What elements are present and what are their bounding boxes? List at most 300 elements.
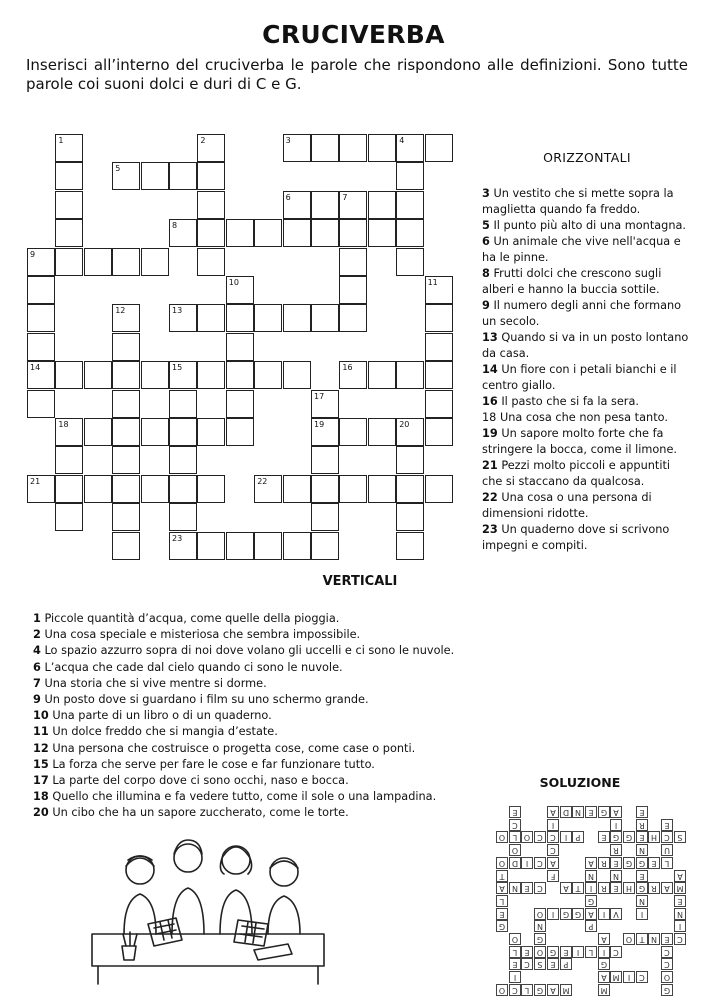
crossword-cell[interactable] [254,304,282,332]
clue-item [482,458,692,490]
clue-item [482,394,692,410]
cell-number: 2 [200,136,206,145]
crossword-cell[interactable] [339,361,367,389]
clue-number: 9 [33,693,41,707]
solution-cell: G [547,946,559,958]
pencil-box [254,944,292,960]
crossword-cell[interactable] [425,475,453,503]
crossword-cell[interactable] [283,304,311,332]
clue-number: 11 [33,725,49,739]
crossword-cell[interactable] [396,162,424,190]
clue-item [482,218,692,234]
solution-cell: N [648,933,660,945]
crossword-cell[interactable] [396,503,424,531]
clue-item [482,330,692,362]
solution-cell: A [585,857,597,869]
crossword-cell[interactable] [27,248,55,276]
crossword-cell[interactable] [169,475,197,503]
solution-cell: L [496,895,508,907]
solution-cell: C [509,819,521,831]
crossword-cell[interactable] [27,276,55,304]
crossword-cell[interactable] [311,304,339,332]
crossword-cell[interactable] [339,248,367,276]
crossword-cell[interactable] [368,418,396,446]
crossword-cell[interactable] [425,390,453,418]
solution-cell: R [610,844,622,856]
crossword-cell[interactable] [311,532,339,560]
crossword-cell[interactable] [112,503,140,531]
pencil-cup [122,932,137,960]
solution-cell: N [636,895,648,907]
crossword-cell[interactable] [339,134,367,162]
solution-cell: C [509,984,521,996]
clue-number: 9 [482,299,490,312]
crossword-cell[interactable] [311,446,339,474]
solution-cell: O [534,908,546,920]
solution-cell: E [674,895,686,907]
solution-cell: G [636,857,648,869]
solution-cell: C [521,958,533,970]
cell-number: 18 [58,420,69,429]
solution-cell: E [610,882,622,894]
crossword-cell[interactable] [425,304,453,332]
solution-cell: I [623,971,635,983]
cell-number: 21 [30,476,41,486]
crossword-cell[interactable] [311,475,339,503]
crossword-cell[interactable] [396,134,424,162]
solution-cell: O [521,831,533,843]
solution-cell: A [585,908,597,920]
solution-cell: C [534,882,546,894]
solution-cell: I [547,819,559,831]
crossword-cell[interactable] [55,191,83,219]
clue-number: 21 [482,459,498,472]
crossword-cell[interactable] [55,162,83,190]
solution-cell: E [521,946,533,958]
solution-cell: G [623,857,635,869]
crossword-cell[interactable] [197,475,225,503]
crossword-cell[interactable] [368,134,396,162]
crossword-cell[interactable] [27,333,55,361]
crossword-cell[interactable] [169,162,197,190]
crossword-cell[interactable] [169,304,197,332]
solution-cell: C [661,946,673,958]
cell-number: 6 [285,192,291,202]
clue-text: Il punto più alto di una montagna. [489,219,687,232]
solution-cell: I [598,946,610,958]
solution-cell: C [661,958,673,970]
solution-cell: R [598,882,610,894]
crossword-cell[interactable] [197,162,225,190]
crossword-cell[interactable] [339,276,367,304]
solution-cell: I [610,819,622,831]
clue-number: 20 [33,806,49,820]
clue-text: Quando si va in un posto lontano da casa. [482,331,689,360]
clue-text: L’acqua che cade dal cielo quando ci sono le nuvole. [40,660,343,674]
clue-item [482,234,692,266]
solution-cell: C [547,844,559,856]
crossword-cell[interactable] [396,418,424,446]
crossword-cell[interactable] [283,219,311,247]
solution-cell: A [598,933,610,945]
crossword-cell[interactable] [141,475,169,503]
solution-cell: V [610,908,622,920]
clue-number: 18 [482,411,497,424]
solution-cell: O [509,933,521,945]
crossword-cell[interactable] [339,304,367,332]
solution-cell: M [598,984,610,996]
crossword-cell[interactable] [112,333,140,361]
child-head [222,846,250,874]
solution-cell: E [636,870,648,882]
crossword-cell[interactable] [197,248,225,276]
clue-text: Un vestito che si mette sopra la maglietta quando fa freddo. [482,187,674,216]
clue-number: 3 [482,187,490,200]
crossword-cell[interactable] [55,248,83,276]
crossword-cell[interactable] [396,191,424,219]
across-clues [482,186,692,554]
crossword-cell[interactable] [112,446,140,474]
crossword-cell[interactable] [169,390,197,418]
cell-number: 7 [342,192,348,202]
crossword-cell[interactable] [112,418,140,446]
clue-item [482,426,692,458]
solution-cell: H [648,831,660,843]
clue-text: Una persona che costruisce o progetta cose, come case o ponti. [48,741,416,755]
solution-cell: N [509,882,521,894]
page-title: CRUCIVERBA [262,20,445,49]
solution-cell: E [496,908,508,920]
solution-cell: A [661,882,673,894]
clue-text: Un fiore con i petali bianchi e il centro giallo. [482,363,677,392]
crossword-cell[interactable] [169,418,197,446]
crossword-cell[interactable] [84,248,112,276]
clue-item [33,741,473,757]
crossword-cell[interactable] [311,134,339,162]
crossword-cell[interactable] [55,134,83,162]
solution-cell: C [674,933,686,945]
solution-cell: O [623,933,635,945]
clue-number: 2 [33,628,41,642]
crossword-cell[interactable] [254,532,282,560]
crossword-cell[interactable] [396,248,424,276]
clue-text: Una cosa che non pesa tanto. [496,411,668,424]
solution-cell: D [560,806,572,818]
clue-number: 19 [482,427,498,440]
crossword-cell[interactable] [27,475,55,503]
solution-cell: C [636,971,648,983]
crossword-cell[interactable] [425,361,453,389]
crossword-cell[interactable] [425,333,453,361]
crossword-cell[interactable] [84,361,112,389]
solution-cell: G [598,806,610,818]
crossword-cell[interactable] [141,361,169,389]
clue-text: Frutti dolci che crescono sugli alberi e hanno la buccia sottile. [482,267,662,296]
clue-number: 5 [482,219,490,232]
clue-number: 8 [482,267,490,280]
solution-cell: C [661,831,673,843]
solution-cell: E [560,946,572,958]
crossword-cell[interactable] [141,248,169,276]
solution-cell: T [636,933,648,945]
cell-number: 10 [228,278,239,287]
clue-item [33,805,473,821]
crossword-cell[interactable] [311,219,339,247]
crossword-cell[interactable] [169,503,197,531]
clue-item [33,692,473,708]
crossword-cell[interactable] [84,418,112,446]
clue-text: Un cibo che ha un sapore zuccherato, come le torte. [48,806,349,820]
crossword-cell[interactable] [226,390,254,418]
solution-cell: R [636,819,648,831]
crossword-cell[interactable] [27,361,55,389]
clue-item [33,773,473,789]
down-clues [33,611,473,822]
cell-number: 12 [115,306,126,316]
clue-number: 1 [33,612,41,625]
clue-text: Un animale che vive nell'acqua e ha le pinne. [482,235,681,264]
crossword-cell[interactable] [339,219,367,247]
cell-number: 19 [314,420,325,429]
solution-cell: R [598,857,610,869]
crossword-cell[interactable] [311,503,339,531]
crossword-cell[interactable] [197,361,225,389]
clue-text: Una cosa o una persona di dimensioni ridotte. [482,491,652,520]
crossword-cell[interactable] [112,162,140,190]
solution-cell: G [496,920,508,932]
crossword-cell[interactable] [112,390,140,418]
solution-cell: I [547,908,559,920]
solution-cell: A [610,806,622,818]
crossword-cell[interactable] [339,418,367,446]
clue-text: Pezzi molto piccoli e appuntiti che si staccano da qualcosa. [482,459,671,488]
crossword-cell[interactable] [396,446,424,474]
clue-text: Un quaderno dove si scrivono impegni e compiti. [482,523,670,552]
solution-cell: C [534,857,546,869]
solution-cell: C [610,946,622,958]
crossword-cell[interactable] [197,304,225,332]
solution-cell: S [674,831,686,843]
crossword-cell[interactable] [55,503,83,531]
solution-cell: I [636,908,648,920]
solution-cell: N [534,920,546,932]
crossword-cell[interactable] [283,532,311,560]
clue-item [33,643,473,659]
solution-cell: O [661,971,673,983]
solution-cell: E [636,806,648,818]
crossword-cell[interactable] [396,361,424,389]
cell-number: 3 [285,136,291,145]
crossword-cell[interactable] [55,418,83,446]
clue-number: 14 [482,363,498,376]
crossword-cell[interactable] [112,532,140,560]
solution-cell: I [598,908,610,920]
solution-cell: U [661,844,673,856]
crossword-cell[interactable] [112,304,140,332]
cell-number: 20 [399,420,410,429]
cell-number: 8 [172,221,178,231]
clue-text: Una cosa speciale e misteriosa che sembra impossibile. [40,628,361,642]
crossword-cell[interactable] [197,219,225,247]
solution-cell: E [661,819,673,831]
crossword-cell[interactable] [169,532,197,560]
solution-cell: G [636,882,648,894]
crossword-cell[interactable] [283,361,311,389]
crossword-cell[interactable] [368,475,396,503]
solution-cell: N [674,908,686,920]
solution-cell: A [496,882,508,894]
crossword-cell[interactable] [396,475,424,503]
crossword-cell[interactable] [226,219,254,247]
clue-text: Piccole quantità d’acqua, come quelle della pioggia. [40,612,340,625]
clue-text: Il pasto che si fa la sera. [497,395,639,408]
solution-cell: G [623,831,635,843]
clue-item [33,789,473,805]
crossword-cell[interactable] [425,276,453,304]
crossword-cell[interactable] [169,446,197,474]
solution-cell: L [509,946,521,958]
crossword-cell[interactable] [368,219,396,247]
solution-cell: M [610,971,622,983]
clue-item [482,362,692,394]
solution-cell: E [521,882,533,894]
clue-text: Una storia che si vive mentre si dorme. [40,676,267,690]
solution-cell: G [534,933,546,945]
crossword-cell[interactable] [197,418,225,446]
solution-cell: G [598,958,610,970]
crossword-cell[interactable] [226,532,254,560]
crossword-cell[interactable] [84,475,112,503]
crossword-cell[interactable] [197,134,225,162]
crossword-cell[interactable] [226,276,254,304]
crossword-cell[interactable] [311,418,339,446]
cell-number: 14 [30,363,41,373]
crossword-cell[interactable] [55,219,83,247]
cell-number: 9 [30,249,36,259]
solution-cell: P [572,831,584,843]
clue-number: 16 [482,395,498,408]
crossword-cell[interactable] [283,191,311,219]
solution-cell: A [547,806,559,818]
cell-number: 15 [172,363,183,373]
solution-cell: E [509,806,521,818]
solution-cell: P [585,920,597,932]
clue-text: Il numero degli anni che formano un secolo. [482,299,682,328]
crossword-cell[interactable] [141,162,169,190]
clue-number: 17 [33,774,49,788]
crossword-cell[interactable] [226,418,254,446]
crossword-cell[interactable] [339,475,367,503]
crossword-cell[interactable] [169,219,197,247]
crossword-cell[interactable] [112,475,140,503]
crossword-cell[interactable] [425,418,453,446]
solution-cell: M [674,882,686,894]
crossword-cell[interactable] [283,134,311,162]
crossword-cell[interactable] [254,361,282,389]
crossword-cell[interactable] [27,390,55,418]
solution-cell: E [585,806,597,818]
solution-cell: G [585,895,597,907]
crossword-cell[interactable] [112,248,140,276]
clue-item [33,724,473,740]
children-illustration [88,838,328,988]
clue-number: 12 [33,741,49,755]
solution-cell: A [560,882,572,894]
clue-number: 13 [482,331,498,344]
clue-item [482,410,692,426]
solution-cell: A [674,870,686,882]
solution-cell: E [598,831,610,843]
clue-text: Un dolce freddo che si mangia d’estate. [48,725,278,739]
crossword-cell[interactable] [112,361,140,389]
solution-cell: G [610,831,622,843]
solution-cell: I [585,882,597,894]
crossword-cell[interactable] [141,418,169,446]
clue-item [33,611,473,627]
solution-cell: E [509,958,521,970]
crossword-cell[interactable] [396,219,424,247]
crossword-cell[interactable] [226,304,254,332]
clue-item [33,627,473,643]
solution-cell: E [610,857,622,869]
solution-cell: T [572,882,584,894]
solution-cell: C [534,831,546,843]
crossword-cell[interactable] [339,191,367,219]
clue-item [482,298,692,330]
crossword-cell[interactable] [226,333,254,361]
crossword-cell[interactable] [197,532,225,560]
instructions: Inserisci all’interno del cruciverba le parole che rispondono alle definizioni. Sono tutte parole coi suoni dolci e duri di C e G. [26,56,688,93]
crossword-cell[interactable] [55,446,83,474]
crossword-cell[interactable] [197,191,225,219]
solution-cell: G [534,984,546,996]
clue-text: La parte del corpo dove ci sono occhi, naso e bocca. [48,774,349,788]
solution-cell: F [547,870,559,882]
cell-number: 5 [115,164,121,174]
crossword-cell[interactable] [368,361,396,389]
crossword-cell[interactable] [55,475,83,503]
clue-number: 10 [33,709,49,723]
solution-cell: O [496,857,508,869]
crossword-cell[interactable] [254,219,282,247]
crossword-cell[interactable] [169,361,197,389]
solution-cell: A [598,971,610,983]
crossword-cell[interactable] [396,532,424,560]
crossword-cell[interactable] [311,390,339,418]
crossword-cell[interactable] [254,475,282,503]
solution-cell: I [521,857,533,869]
clue-number: 4 [33,644,41,658]
clue-text: Un sapore molto forte che fa stringere la bocca, come il limone. [482,427,678,456]
crossword-cell[interactable] [311,191,339,219]
cell-number: 1 [58,136,64,145]
crossword-cell[interactable] [27,304,55,332]
solution-cell: P [560,958,572,970]
crossword-cell[interactable] [425,134,453,162]
cell-number: 13 [172,306,183,316]
crossword-cell[interactable] [283,475,311,503]
clue-number: 18 [33,790,49,804]
clue-number: 7 [33,676,41,690]
child-head [270,858,298,886]
crossword-cell[interactable] [226,361,254,389]
clue-text: Lo spazio azzurro sopra di noi dove volano gli uccelli e ci sono le nuvole. [40,644,455,658]
cell-number: 16 [342,363,353,373]
clue-item [482,266,692,298]
solution-cell: O [496,984,508,996]
crossword-cell[interactable] [368,191,396,219]
crossword-cell[interactable] [55,361,83,389]
